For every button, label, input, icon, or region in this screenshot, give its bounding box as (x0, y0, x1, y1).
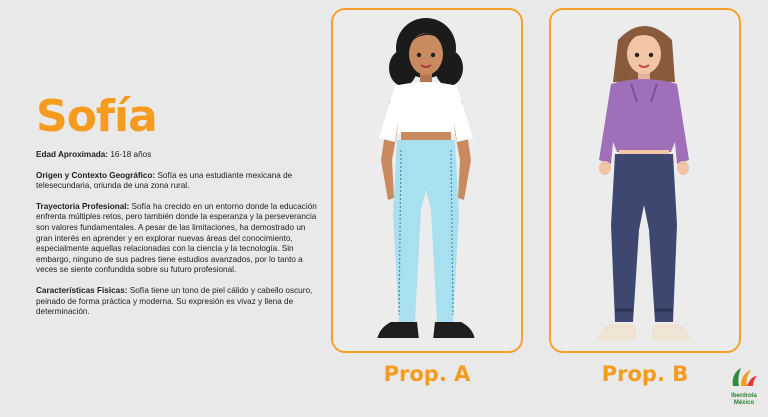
origin-paragraph (36, 171, 318, 192)
trajectory-paragraph (36, 202, 318, 276)
age-paragraph (36, 150, 318, 161)
proposal-a-card[interactable] (331, 8, 523, 353)
profile-panel (36, 92, 318, 328)
trajectory-label: Trayectoria Profesional: (36, 201, 130, 211)
logo-line-1: Iberdrola (731, 393, 757, 399)
iberdrola-logo (722, 366, 766, 406)
age-value: 16-18 años (108, 150, 152, 159)
physical-paragraph (36, 286, 318, 318)
origin-label: Origen y Contexto Geográfico: (36, 170, 156, 180)
proposal-b-illustration (551, 10, 739, 351)
proposal-a-label: Prop. A (383, 362, 471, 386)
proposal-a-illustration (333, 10, 521, 351)
trajectory-value: Sofía ha crecido en un entorno donde la educación enfrenta múltiples retos, pero también donde la esperanza y la perseverancia son valores fundamentales. A pesar de las limitaciones, ha demostrado un gran interés en aprender y en explorar nuevas áreas del conocimiento, especialmente aquellas relacionadas con la ciencia y la tecnología. Sin embargo, ninguno de sus padres tiene estudios avanzados, por lo tanto a veces se siente confundida sobre su futuro profesional. (36, 201, 317, 275)
logo-line-2: México (733, 399, 755, 406)
profile-name: Sofía (36, 91, 157, 142)
age-label: Edad Aproximada: (36, 150, 109, 159)
proposal-b-card[interactable] (549, 8, 741, 353)
origin-value: Sofía es una estudiante mexicana de telesecundaria, oriunda de una zona rural. (36, 170, 293, 191)
physical-label: Características Físicas: (36, 285, 128, 295)
iberdrola-leaf-icon (729, 366, 759, 388)
proposal-b-label: Prop. B (601, 362, 689, 386)
physical-value: Sofía tiene un tono de piel cálido y cabello oscuro, peinado de forma práctica y moderna. Su expresión es vivaz y llena de determinación. (36, 285, 313, 317)
